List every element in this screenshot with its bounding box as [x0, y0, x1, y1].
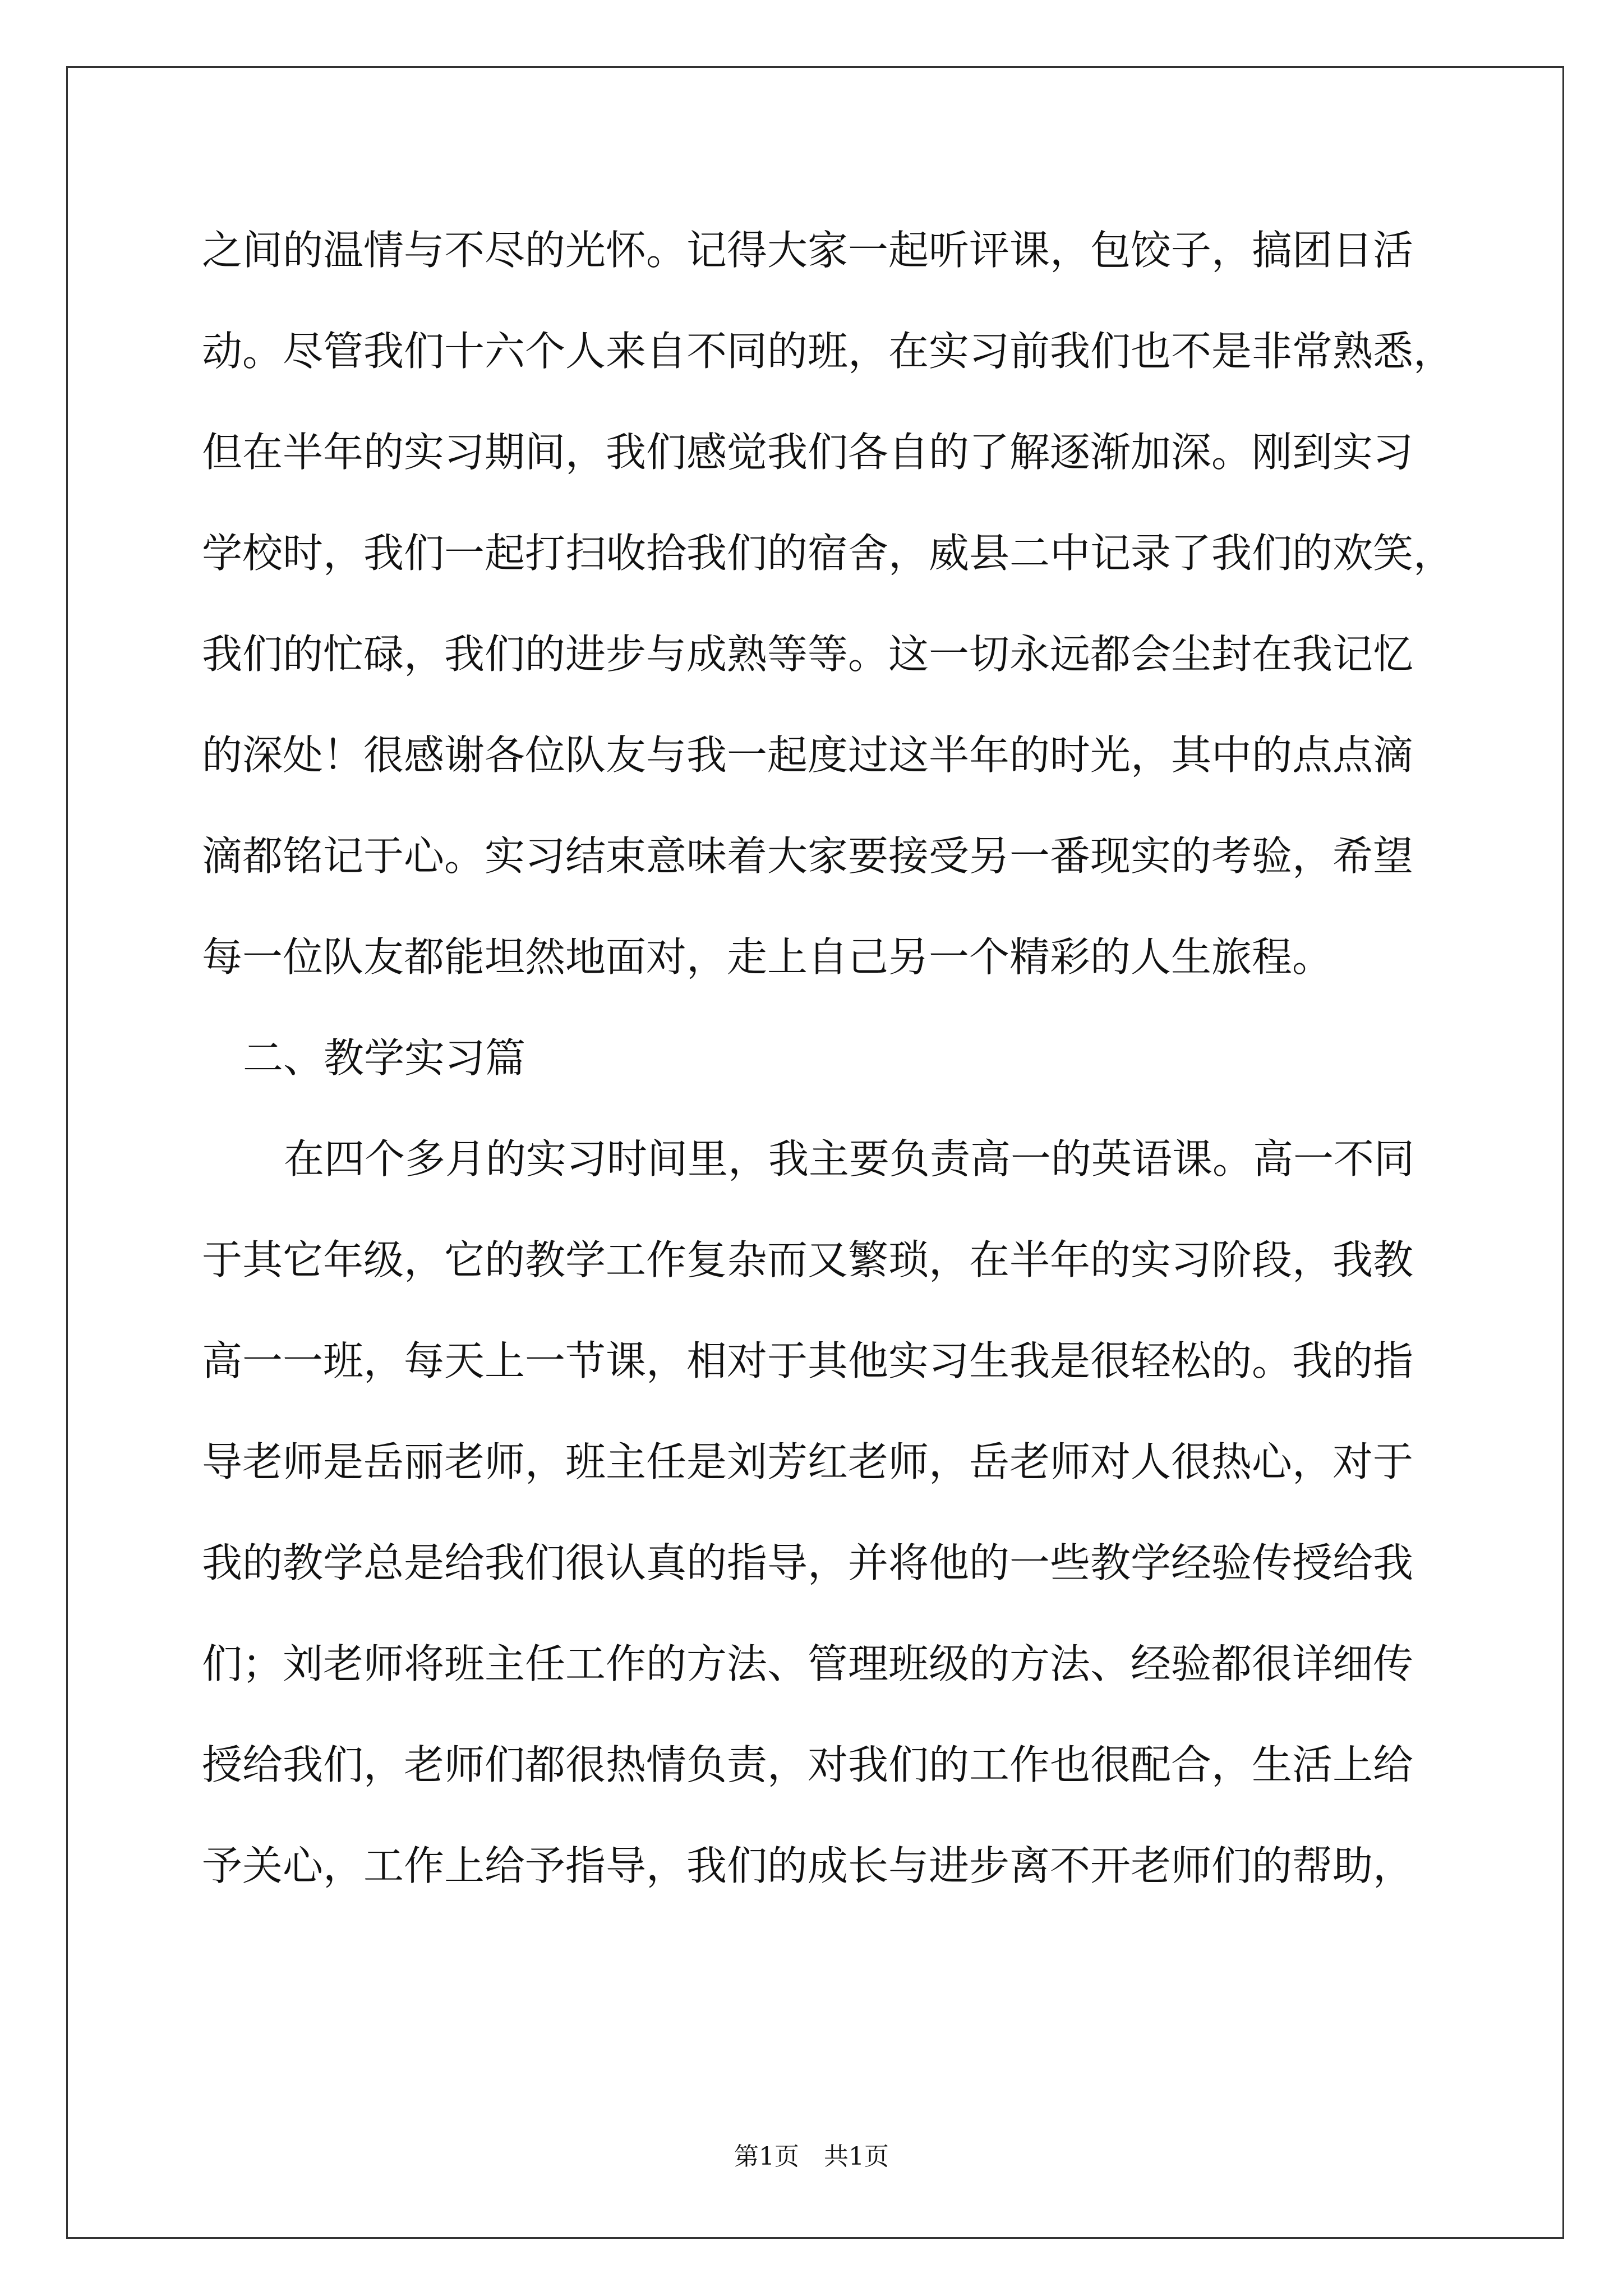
page-number-footer: 第1页 共1页 [734, 2142, 889, 2171]
text-line: 于其它年级，它的教学工作复杂而又繁琐，在半年的实习阶段，我教 [202, 1236, 1414, 1283]
text-line: 导老师是岳丽老师，班主任是刘芳红老师，岳老师对人很热心，对于 [202, 1438, 1414, 1485]
text-line: 我们的忙碌，我们的进步与成熟等等。这一切永远都会尘封在我记忆 [202, 631, 1414, 678]
section-heading: 二、教学实习篇 [243, 1034, 526, 1082]
text-line: 每一位队友都能坦然地面对，走上自己另一个精彩的人生旅程。 [202, 933, 1333, 981]
text-line: 滴都铭记于心。实习结束意味着大家要接受另一番现实的考验，希望 [202, 832, 1414, 880]
text-line: 但在半年的实习期间，我们感觉我们各自的了解逐渐加深。刚到实习 [202, 429, 1414, 476]
body-text [202, 200, 1492, 1916]
text-line: 们；刘老师将班主任工作的方法、管理班级的方法、经验都很详细传 [202, 1640, 1414, 1687]
text-line: 之间的温情与不尽的光怀。记得大家一起听评课，包饺子，搞团日活 [202, 227, 1414, 274]
text-line: 学校时，我们一起打扫收拾我们的宿舍，威县二中记录了我们的欢笑， [202, 530, 1454, 577]
text-line: 授给我们，老师们都很热情负责，对我们的工作也很配合，生活上给 [202, 1741, 1414, 1788]
text-line: 的深处！很感谢各位队友与我一起度过这半年的时光，其中的点点滴 [202, 731, 1414, 779]
text-line: 我的教学总是给我们很认真的指导，并将他的一些教学经验传授给我 [202, 1539, 1414, 1586]
text-line: 予关心，工作上给予指导，我们的成长与进步离不开老师们的帮助， [202, 1842, 1414, 1889]
text-line: 高一一班，每天上一节课，相对于其他实习生我是很轻松的。我的指 [202, 1337, 1414, 1384]
text-line: 动。尽管我们十六个人来自不同的班，在实习前我们也不是非常熟悉， [202, 328, 1454, 375]
text-line: 在四个多月的实习时间里，我主要负责高一的英语课。高一不同 [284, 1135, 1415, 1182]
